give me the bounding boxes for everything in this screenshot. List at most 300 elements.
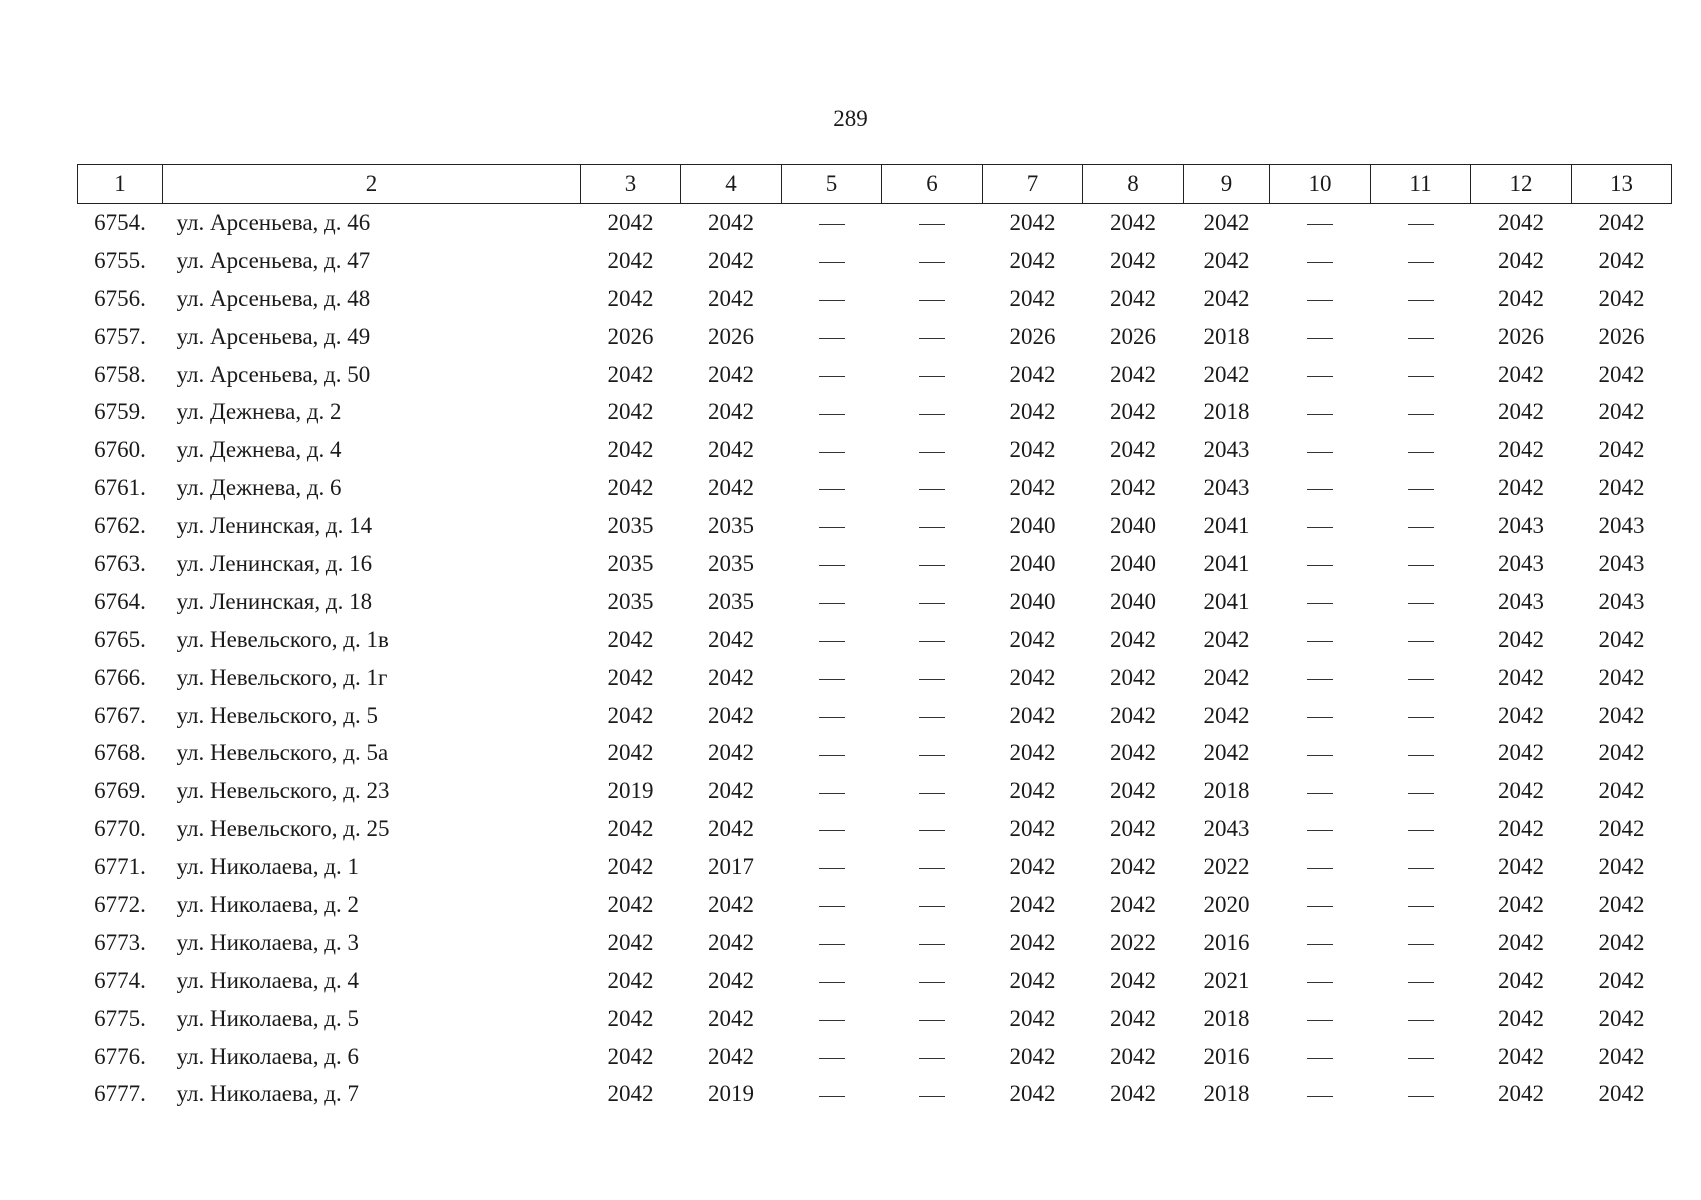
value-cell: 2042 bbox=[607, 891, 654, 917]
value-cell: 2042 bbox=[708, 475, 754, 501]
value-cell: 2042 bbox=[1009, 626, 1056, 652]
value-cell: 2026 bbox=[1598, 323, 1645, 349]
dash-mark bbox=[919, 1058, 945, 1059]
table-row bbox=[78, 356, 1672, 394]
value-cell: 2035 bbox=[708, 550, 754, 576]
empty-value-dash bbox=[782, 621, 882, 659]
empty-value-dash bbox=[882, 924, 983, 962]
empty-value-dash bbox=[882, 621, 983, 659]
empty-value-dash bbox=[1270, 621, 1371, 659]
dash-mark bbox=[1408, 452, 1434, 453]
value-cell: 2042 bbox=[1498, 361, 1544, 387]
value-cell: 2042 bbox=[1009, 891, 1056, 917]
empty-value-dash bbox=[1371, 469, 1471, 507]
table-row bbox=[78, 507, 1672, 545]
value-cell: 2042 bbox=[1598, 702, 1645, 728]
empty-value-dash bbox=[782, 924, 882, 962]
empty-value-dash bbox=[1270, 924, 1371, 962]
header-cell: 8 bbox=[1083, 165, 1184, 204]
dash-mark bbox=[1408, 414, 1434, 415]
value-cell: 2035 bbox=[708, 513, 754, 539]
value-cell: 2042 bbox=[607, 1005, 654, 1031]
empty-value-dash bbox=[782, 810, 882, 848]
value-cell: 2026 bbox=[607, 323, 654, 349]
value-cell: 2042 bbox=[1009, 437, 1056, 463]
value-cell: 2042 bbox=[1498, 1005, 1544, 1031]
address-cell: ул. Невельского, д. 25 bbox=[176, 816, 390, 842]
dash-mark bbox=[919, 641, 945, 642]
header-cell: 7 bbox=[983, 165, 1083, 204]
value-cell: 2042 bbox=[1598, 740, 1645, 766]
address-cell: ул. Николаева, д. 1 bbox=[176, 854, 359, 880]
value-cell: 2042 bbox=[1598, 1081, 1645, 1107]
empty-value-dash bbox=[1270, 507, 1371, 545]
value-cell: 2042 bbox=[708, 740, 754, 766]
dash-mark bbox=[919, 565, 945, 566]
table-row bbox=[78, 318, 1672, 356]
value-cell: 2042 bbox=[1009, 247, 1056, 273]
header-cell: 5 bbox=[782, 165, 882, 204]
dash-mark bbox=[1408, 793, 1434, 794]
empty-value-dash bbox=[782, 431, 882, 469]
value-cell: 2042 bbox=[1110, 664, 1156, 690]
address-cell: ул. Невельского, д. 5а bbox=[176, 740, 389, 766]
empty-value-dash bbox=[1270, 204, 1371, 242]
value-cell: 2042 bbox=[607, 929, 654, 955]
value-cell: 2042 bbox=[1498, 626, 1544, 652]
dash-mark bbox=[919, 414, 945, 415]
dash-mark bbox=[919, 906, 945, 907]
empty-value-dash bbox=[882, 1038, 983, 1076]
value-cell: 2035 bbox=[708, 588, 754, 614]
value-cell: 2042 bbox=[1203, 740, 1250, 766]
dash-mark bbox=[1307, 300, 1333, 301]
dash-mark bbox=[1408, 1020, 1434, 1021]
value-cell: 2042 bbox=[1203, 702, 1250, 728]
table-row bbox=[78, 583, 1672, 621]
empty-value-dash bbox=[1371, 621, 1471, 659]
dash-mark bbox=[919, 830, 945, 831]
dash-mark bbox=[1307, 679, 1333, 680]
value-cell: 2042 bbox=[1598, 1043, 1645, 1069]
value-cell: 2042 bbox=[1009, 664, 1056, 690]
dash-mark bbox=[919, 755, 945, 756]
value-cell: 2035 bbox=[607, 513, 654, 539]
value-cell: 2042 bbox=[607, 361, 654, 387]
table-row bbox=[78, 621, 1672, 659]
dash-mark bbox=[919, 489, 945, 490]
value-cell: 2042 bbox=[1009, 399, 1056, 425]
dash-mark bbox=[919, 300, 945, 301]
value-cell: 2042 bbox=[1203, 626, 1250, 652]
value-cell: 2042 bbox=[1203, 361, 1250, 387]
value-cell: 2042 bbox=[1110, 361, 1156, 387]
empty-value-dash bbox=[882, 1075, 983, 1113]
empty-value-dash bbox=[882, 242, 983, 280]
table-row bbox=[78, 545, 1672, 583]
empty-value-dash bbox=[882, 848, 983, 886]
header-cell: 3 bbox=[581, 165, 681, 204]
empty-value-dash bbox=[1371, 924, 1471, 962]
dash-mark bbox=[819, 755, 845, 756]
dash-mark bbox=[919, 679, 945, 680]
empty-value-dash bbox=[1371, 734, 1471, 772]
value-cell: 2042 bbox=[708, 929, 754, 955]
value-cell: 2042 bbox=[1598, 967, 1645, 993]
empty-value-dash bbox=[882, 204, 983, 242]
address-cell: ул. Дежнева, д. 4 bbox=[176, 437, 342, 463]
empty-value-dash bbox=[1270, 393, 1371, 431]
empty-value-dash bbox=[782, 469, 882, 507]
value-cell: 2020 bbox=[1203, 891, 1250, 917]
empty-value-dash bbox=[882, 318, 983, 356]
value-cell: 2042 bbox=[1009, 1043, 1056, 1069]
value-cell: 2042 bbox=[708, 626, 754, 652]
row-number: 6766. bbox=[94, 664, 146, 690]
empty-value-dash bbox=[882, 280, 983, 318]
value-cell: 2042 bbox=[1203, 664, 1250, 690]
table-row bbox=[78, 204, 1672, 242]
table-row bbox=[78, 1075, 1672, 1113]
value-cell: 2040 bbox=[1110, 550, 1156, 576]
value-cell: 2026 bbox=[708, 323, 754, 349]
value-cell: 2042 bbox=[1009, 209, 1056, 235]
value-cell: 2043 bbox=[1203, 475, 1250, 501]
dash-mark bbox=[1307, 565, 1333, 566]
empty-value-dash bbox=[1371, 204, 1471, 242]
value-cell: 2017 bbox=[708, 854, 754, 880]
value-cell: 2042 bbox=[1498, 702, 1544, 728]
value-cell: 2042 bbox=[1598, 891, 1645, 917]
row-number: 6765. bbox=[94, 626, 146, 652]
empty-value-dash bbox=[1270, 697, 1371, 735]
dash-mark bbox=[819, 1020, 845, 1021]
value-cell: 2042 bbox=[1110, 816, 1156, 842]
dash-mark bbox=[1408, 1096, 1434, 1097]
value-cell: 2042 bbox=[1498, 475, 1544, 501]
dash-mark bbox=[1408, 679, 1434, 680]
dash-mark bbox=[1408, 565, 1434, 566]
empty-value-dash bbox=[1270, 962, 1371, 1000]
value-cell: 2043 bbox=[1498, 588, 1544, 614]
value-cell: 2042 bbox=[708, 437, 754, 463]
dash-mark bbox=[919, 376, 945, 377]
empty-value-dash bbox=[1270, 583, 1371, 621]
value-cell: 2042 bbox=[708, 285, 754, 311]
dash-mark bbox=[919, 338, 945, 339]
dash-mark bbox=[1408, 376, 1434, 377]
dash-mark bbox=[819, 489, 845, 490]
empty-value-dash bbox=[782, 318, 882, 356]
empty-value-dash bbox=[882, 583, 983, 621]
table-body bbox=[78, 204, 1672, 1114]
value-cell: 2042 bbox=[708, 702, 754, 728]
dash-mark bbox=[1307, 489, 1333, 490]
value-cell: 2042 bbox=[1498, 1081, 1544, 1107]
value-cell: 2042 bbox=[708, 664, 754, 690]
value-cell: 2042 bbox=[708, 399, 754, 425]
address-cell: ул. Дежнева, д. 6 bbox=[176, 475, 342, 501]
dash-mark bbox=[1408, 717, 1434, 718]
header-row bbox=[78, 165, 1672, 204]
empty-value-dash bbox=[1270, 734, 1371, 772]
value-cell: 2042 bbox=[1598, 209, 1645, 235]
empty-value-dash bbox=[1371, 697, 1471, 735]
empty-value-dash bbox=[1270, 318, 1371, 356]
value-cell: 2040 bbox=[1110, 588, 1156, 614]
value-cell: 2042 bbox=[1598, 437, 1645, 463]
value-cell: 2042 bbox=[1009, 929, 1056, 955]
dash-mark bbox=[1408, 1058, 1434, 1059]
dash-mark bbox=[1307, 452, 1333, 453]
row-number: 6758. bbox=[94, 361, 146, 387]
table-row bbox=[78, 734, 1672, 772]
value-cell: 2042 bbox=[1498, 891, 1544, 917]
empty-value-dash bbox=[882, 772, 983, 810]
dash-mark bbox=[919, 717, 945, 718]
empty-value-dash bbox=[782, 697, 882, 735]
empty-value-dash bbox=[1270, 545, 1371, 583]
empty-value-dash bbox=[1371, 280, 1471, 318]
value-cell: 2042 bbox=[1498, 209, 1544, 235]
address-cell: ул. Ленинская, д. 16 bbox=[176, 550, 373, 576]
dash-mark bbox=[819, 565, 845, 566]
dash-mark bbox=[819, 1096, 845, 1097]
dash-mark bbox=[1307, 717, 1333, 718]
empty-value-dash bbox=[782, 280, 882, 318]
value-cell: 2042 bbox=[1598, 1005, 1645, 1031]
empty-value-dash bbox=[882, 507, 983, 545]
value-cell: 2042 bbox=[1009, 1081, 1056, 1107]
value-cell: 2042 bbox=[607, 816, 654, 842]
row-number: 6762. bbox=[94, 513, 146, 539]
value-cell: 2042 bbox=[708, 1005, 754, 1031]
row-number: 6755. bbox=[94, 247, 146, 273]
value-cell: 2018 bbox=[1203, 778, 1250, 804]
empty-value-dash bbox=[1371, 848, 1471, 886]
row-number: 6759. bbox=[94, 399, 146, 425]
value-cell: 2042 bbox=[1598, 361, 1645, 387]
empty-value-dash bbox=[1270, 772, 1371, 810]
empty-value-dash bbox=[782, 545, 882, 583]
empty-value-dash bbox=[782, 507, 882, 545]
empty-value-dash bbox=[782, 1038, 882, 1076]
value-cell: 2042 bbox=[1009, 816, 1056, 842]
value-cell: 2042 bbox=[1498, 929, 1544, 955]
row-number: 6768. bbox=[94, 740, 146, 766]
dash-mark bbox=[1307, 527, 1333, 528]
empty-value-dash bbox=[782, 886, 882, 924]
value-cell: 2042 bbox=[708, 816, 754, 842]
dash-mark bbox=[819, 414, 845, 415]
value-cell: 2042 bbox=[1203, 247, 1250, 273]
dash-mark bbox=[1408, 224, 1434, 225]
value-cell: 2042 bbox=[1498, 285, 1544, 311]
value-cell: 2042 bbox=[607, 664, 654, 690]
table-row bbox=[78, 393, 1672, 431]
empty-value-dash bbox=[1371, 772, 1471, 810]
dash-mark bbox=[919, 1020, 945, 1021]
dash-mark bbox=[1307, 603, 1333, 604]
value-cell: 2042 bbox=[607, 1043, 654, 1069]
dash-mark bbox=[1307, 944, 1333, 945]
value-cell: 2042 bbox=[1498, 247, 1544, 273]
value-cell: 2042 bbox=[1110, 702, 1156, 728]
empty-value-dash bbox=[1371, 659, 1471, 697]
value-cell: 2042 bbox=[1009, 778, 1056, 804]
empty-value-dash bbox=[1270, 280, 1371, 318]
empty-value-dash bbox=[782, 204, 882, 242]
dash-mark bbox=[1307, 982, 1333, 983]
dash-mark bbox=[819, 603, 845, 604]
value-cell: 2018 bbox=[1203, 1005, 1250, 1031]
header-cell: 1 bbox=[78, 165, 163, 204]
empty-value-dash bbox=[1270, 1038, 1371, 1076]
row-number: 6771. bbox=[94, 854, 146, 880]
empty-value-dash bbox=[1270, 1000, 1371, 1038]
empty-value-dash bbox=[1371, 1000, 1471, 1038]
dash-mark bbox=[819, 300, 845, 301]
empty-value-dash bbox=[882, 810, 983, 848]
dash-mark bbox=[1408, 641, 1434, 642]
empty-value-dash bbox=[782, 356, 882, 394]
value-cell: 2042 bbox=[1498, 967, 1544, 993]
dash-mark bbox=[1408, 262, 1434, 263]
address-cell: ул. Невельского, д. 1в bbox=[176, 626, 389, 652]
value-cell: 2040 bbox=[1009, 513, 1056, 539]
empty-value-dash bbox=[1371, 393, 1471, 431]
empty-value-dash bbox=[882, 734, 983, 772]
empty-value-dash bbox=[1371, 583, 1471, 621]
row-number: 6754. bbox=[94, 209, 146, 235]
value-cell: 2018 bbox=[1203, 399, 1250, 425]
dash-mark bbox=[1307, 755, 1333, 756]
table-row bbox=[78, 659, 1672, 697]
header-cell: 11 bbox=[1371, 165, 1471, 204]
header-cell: 2 bbox=[163, 165, 581, 204]
empty-value-dash bbox=[782, 242, 882, 280]
value-cell: 2018 bbox=[1203, 323, 1250, 349]
value-cell: 2042 bbox=[1110, 209, 1156, 235]
dash-mark bbox=[1307, 1058, 1333, 1059]
value-cell: 2042 bbox=[1598, 854, 1645, 880]
empty-value-dash bbox=[1270, 810, 1371, 848]
dash-mark bbox=[1307, 262, 1333, 263]
header-cell: 12 bbox=[1471, 165, 1572, 204]
dash-mark bbox=[919, 982, 945, 983]
value-cell: 2041 bbox=[1203, 513, 1250, 539]
dash-mark bbox=[919, 944, 945, 945]
empty-value-dash bbox=[1371, 507, 1471, 545]
value-cell: 2042 bbox=[1009, 854, 1056, 880]
dash-mark bbox=[1408, 982, 1434, 983]
dash-mark bbox=[819, 262, 845, 263]
value-cell: 2042 bbox=[1498, 816, 1544, 842]
empty-value-dash bbox=[882, 393, 983, 431]
empty-value-dash bbox=[882, 659, 983, 697]
empty-value-dash bbox=[882, 356, 983, 394]
empty-value-dash bbox=[1371, 431, 1471, 469]
value-cell: 2042 bbox=[1110, 740, 1156, 766]
value-cell: 2026 bbox=[1498, 323, 1544, 349]
empty-value-dash bbox=[882, 962, 983, 1000]
dash-mark bbox=[1307, 224, 1333, 225]
value-cell: 2042 bbox=[708, 1043, 754, 1069]
address-cell: ул. Невельского, д. 23 bbox=[176, 778, 390, 804]
row-number: 6773. bbox=[94, 929, 146, 955]
row-number: 6776. bbox=[94, 1043, 146, 1069]
value-cell: 2042 bbox=[1598, 285, 1645, 311]
value-cell: 2016 bbox=[1203, 1043, 1250, 1069]
dash-mark bbox=[819, 679, 845, 680]
empty-value-dash bbox=[882, 431, 983, 469]
empty-value-dash bbox=[782, 1000, 882, 1038]
value-cell: 2042 bbox=[607, 209, 654, 235]
header-cell: 4 bbox=[681, 165, 782, 204]
row-number: 6761. bbox=[94, 475, 146, 501]
value-cell: 2041 bbox=[1203, 588, 1250, 614]
table-row bbox=[78, 772, 1672, 810]
header-cell: 10 bbox=[1270, 165, 1371, 204]
table-row bbox=[78, 810, 1672, 848]
dash-mark bbox=[1408, 830, 1434, 831]
address-cell: ул. Арсеньева, д. 49 bbox=[176, 323, 371, 349]
value-cell: 2040 bbox=[1009, 588, 1056, 614]
empty-value-dash bbox=[1371, 810, 1471, 848]
value-cell: 2043 bbox=[1203, 437, 1250, 463]
empty-value-dash bbox=[1270, 659, 1371, 697]
value-cell: 2040 bbox=[1009, 550, 1056, 576]
value-cell: 2042 bbox=[1598, 816, 1645, 842]
header-cell: 13 bbox=[1572, 165, 1672, 204]
value-cell: 2042 bbox=[1598, 929, 1645, 955]
value-cell: 2042 bbox=[1598, 475, 1645, 501]
dash-mark bbox=[819, 982, 845, 983]
value-cell: 2043 bbox=[1598, 513, 1645, 539]
value-cell: 2042 bbox=[607, 702, 654, 728]
value-cell: 2040 bbox=[1110, 513, 1156, 539]
dash-mark bbox=[1408, 527, 1434, 528]
value-cell: 2042 bbox=[708, 891, 754, 917]
empty-value-dash bbox=[1270, 356, 1371, 394]
value-cell: 2042 bbox=[1110, 475, 1156, 501]
value-cell: 2042 bbox=[1498, 399, 1544, 425]
value-cell: 2042 bbox=[607, 967, 654, 993]
empty-value-dash bbox=[1270, 242, 1371, 280]
value-cell: 2042 bbox=[708, 247, 754, 273]
value-cell: 2021 bbox=[1203, 967, 1250, 993]
empty-value-dash bbox=[882, 697, 983, 735]
dash-mark bbox=[1307, 868, 1333, 869]
value-cell: 2042 bbox=[708, 778, 754, 804]
row-number: 6764. bbox=[94, 588, 146, 614]
value-cell: 2042 bbox=[1598, 247, 1645, 273]
value-cell: 2022 bbox=[1110, 929, 1156, 955]
row-number: 6756. bbox=[94, 285, 146, 311]
row-number: 6769. bbox=[94, 778, 146, 804]
address-cell: ул. Невельского, д. 1г bbox=[176, 664, 388, 690]
empty-value-dash bbox=[1371, 1075, 1471, 1113]
value-cell: 2042 bbox=[1110, 247, 1156, 273]
value-cell: 2042 bbox=[1110, 1005, 1156, 1031]
address-cell: ул. Арсеньева, д. 48 bbox=[176, 285, 371, 311]
address-cell: ул. Дежнева, д. 2 bbox=[176, 399, 342, 425]
empty-value-dash bbox=[1270, 886, 1371, 924]
dash-mark bbox=[919, 224, 945, 225]
dash-mark bbox=[919, 262, 945, 263]
empty-value-dash bbox=[1371, 242, 1471, 280]
dash-mark bbox=[819, 944, 845, 945]
